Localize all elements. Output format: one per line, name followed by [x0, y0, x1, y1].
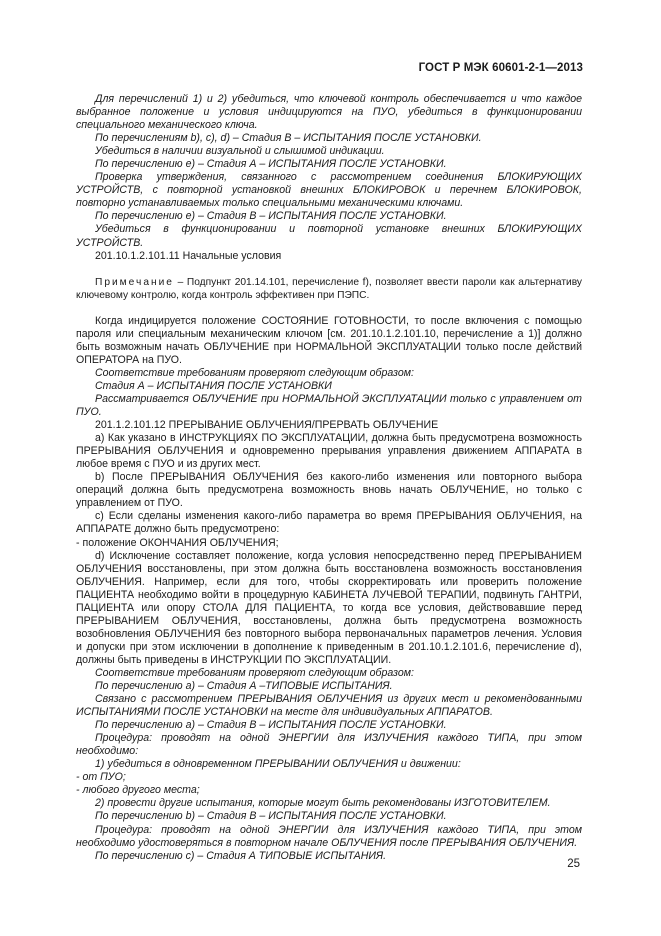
note-dash: – [173, 276, 187, 288]
paragraph: Процедура: проводят на одной ЭНЕРГИИ для ИЗЛУЧЕНИЯ каждого ТИПА, при этом необходимо: [76, 732, 582, 758]
note [76, 276, 582, 302]
paragraph: По перечислению e) – Стадия А – ИСПЫТАНИЯ ПОСЛЕ УСТАНОВКИ. [95, 158, 447, 171]
paragraph: Рассматривается ОБЛУЧЕНИЕ при НОРМАЛЬНОЙ ЭКСПЛУАТАЦИИ только с управлением от ПУО. [76, 392, 582, 419]
paragraph: Для перечислений 1) и 2) убедиться, что ключевой контроль обеспечивается и что каждое выбранное положение и условия индицируются на ПУО, убедиться в функционировании специального механического ключа. [76, 93, 582, 132]
paragraph: c) Если сделаны изменения какого-либо параметра во время ПРЕРЫВАНИЯ ОБЛУЧЕНИЯ, на АППАРАТЕ должно быть предусмотрено: [76, 510, 582, 536]
paragraph: По перечислению с) – Стадия А ТИПОВЫЕ ИСПЫТАНИЯ. [95, 849, 387, 862]
paragraph: а) Как указано в ИНСТРУКЦИЯХ ПО ЭКСПЛУАТАЦИИ, должна быть предусмотрена возможность ПРЕРЫВАНИЯ ОБЛУЧЕНИЯ и одновременно прерывания управления движением АППАРАТА в любое время с ПУО и из других мест. [76, 432, 582, 471]
paragraph: Проверка утверждения, связанного с рассмотрением соединения БЛОКИРУЮЩИХ УСТРОЙСТВ, с повторной установкой внешних БЛОКИРОВОК и перечнем БЛОКИРОВОК, повторно устанавливаемых только специальными механическими ключами. [76, 171, 582, 210]
paragraph: Связано с рассмотрением ПРЕРЫВАНИЯ ОБЛУЧЕНИЯ из других мест и рекомендованными ИСПЫТАНИЯМИ ПОСЛЕ УСТАНОВКИ на месте для индивидуальных АППАРАТОВ. [76, 693, 582, 719]
document-body [76, 93, 582, 863]
paragraph: Убедиться в наличии визуальной и слышимой индикации. [95, 145, 385, 158]
section-heading: 201.10.1.2.101.11 Начальные условия [95, 249, 282, 262]
document-header: ГОСТ Р МЭК 60601-2-1—2013 [418, 62, 583, 74]
paragraph: b) После ПРЕРЫВАНИЯ ОБЛУЧЕНИЯ без какого-либо изменения или повторного выбора операций должна быть предусмотрена возможность вновь начать ОБЛУЧЕНИЕ, но только с управлением от ПУО. [76, 471, 582, 510]
paragraph: По перечислению e) – Стадия В – ИСПЫТАНИЯ ПОСЛЕ УСТАНОВКИ. [95, 210, 447, 223]
list-item: - положение ОКОНЧАНИЯ ОБЛУЧЕНИЯ; [76, 536, 279, 549]
list-item: 2) провести другие испытания, которые могут быть рекомендованы ИЗГОТОВИТЕЛЕМ. [95, 797, 551, 810]
paragraph: Когда индицируется положение СОСТОЯНИЕ ГОТОВНОСТИ, то после включения с помощью пароля или специальным механическим ключом [см. 201.10.1.2.101.10, перечисление а 1)] должно быть возможным начать ОБЛУЧЕНИЕ при НОРМАЛЬНОЙ ЭКСПЛУАТАЦИИ только после действий ОПЕРАТОРА на ПУО. [76, 314, 582, 366]
note-label: Примечание [95, 276, 174, 288]
paragraph: Убедиться в функционировании и повторной установке внешних БЛОКИРУЮЩИХ УСТРОЙСТВ. [76, 223, 582, 249]
list-item: - любого другого места; [76, 784, 200, 797]
paragraph: По перечислению b) – Стадия В – ИСПЫТАНИЯ ПОСЛЕ УСТАНОВКИ. [95, 810, 447, 823]
list-item: 1) убедиться в одновременном ПРЕРЫВАНИИ ОБЛУЧЕНИЯ и движении: [95, 758, 461, 771]
paragraph: d) Исключение составляет положение, когда условия непосредственно перед ПРЕРЫВАНИЕМ ОБЛУЧЕНИЯ восстановлены, при этом должна быть восстановлена возможность восстановления ОБЛУЧЕНИЯ. Например, если для того, чтобы скорректировать или проверить положение ПАЦИЕНТА необходимо войти в процедурную КАБИНЕТА ЛУЧЕВОЙ ТЕРАПИИ, подвинуть ГАНТРИ, ПАЦИЕНТА или опору СТОЛА ДЛЯ ПАЦИЕНТА, то когда все условия, действовавшие перед ПРЕРЫВАНИЕМ ОБЛУЧЕНИЯ, восстановлены, должна быть предусмотрена возможность возобновления ОБЛУЧЕНИЯ без повторного выбора первоначальных параметров лечения. Условия и допуски при этом исключении в дополнение к приведенным в 201.10.1.2.101.6, перечисление d), должны быть приведены в ИНСТРУКЦИИ ПО ЭКСПЛУАТАЦИИ. [76, 549, 582, 666]
paragraph: Соответствие требованиям проверяют следующим образом: [95, 366, 414, 379]
paragraph: По перечислению а) – Стадия А –ТИПОВЫЕ ИСПЫТАНИЯ. [95, 680, 393, 693]
paragraph: Стадия А – ИСПЫТАНИЯ ПОСЛЕ УСТАНОВКИ [95, 379, 332, 392]
section-heading: 201.1.2.101.12 ПРЕРЫВАНИЕ ОБЛУЧЕНИЯ/ПРЕРВАТЬ ОБЛУЧЕНИЕ [95, 419, 439, 432]
paragraph: Процедура: проводят на одной ЭНЕРГИИ для ИЗЛУЧЕНИЯ каждого ТИПА, при этом необходимо удостоверяться в повторном начале ОБЛУЧЕНИЯ после ПРЕРЫВАНИЯ ОБЛУЧЕНИЯ. [76, 823, 582, 849]
paragraph: По перечислению а) – Стадия В – ИСПЫТАНИЯ ПОСЛЕ УСТАНОВКИ. [95, 719, 447, 732]
list-item: - от ПУО; [76, 771, 126, 784]
note-text: Подпункт 201.14.101, перечисление f), позволяет ввести пароли как альтернативу ключевому контролю, когда контроль эффективен при ПЭПС. [76, 276, 582, 301]
page-number: 25 [567, 858, 580, 870]
paragraph: Соответствие требованиям проверяют следующим образом: [95, 666, 414, 679]
paragraph: По перечислениям b), c), d) – Стадия В – ИСПЫТАНИЯ ПОСЛЕ УСТАНОВКИ. [95, 132, 482, 145]
